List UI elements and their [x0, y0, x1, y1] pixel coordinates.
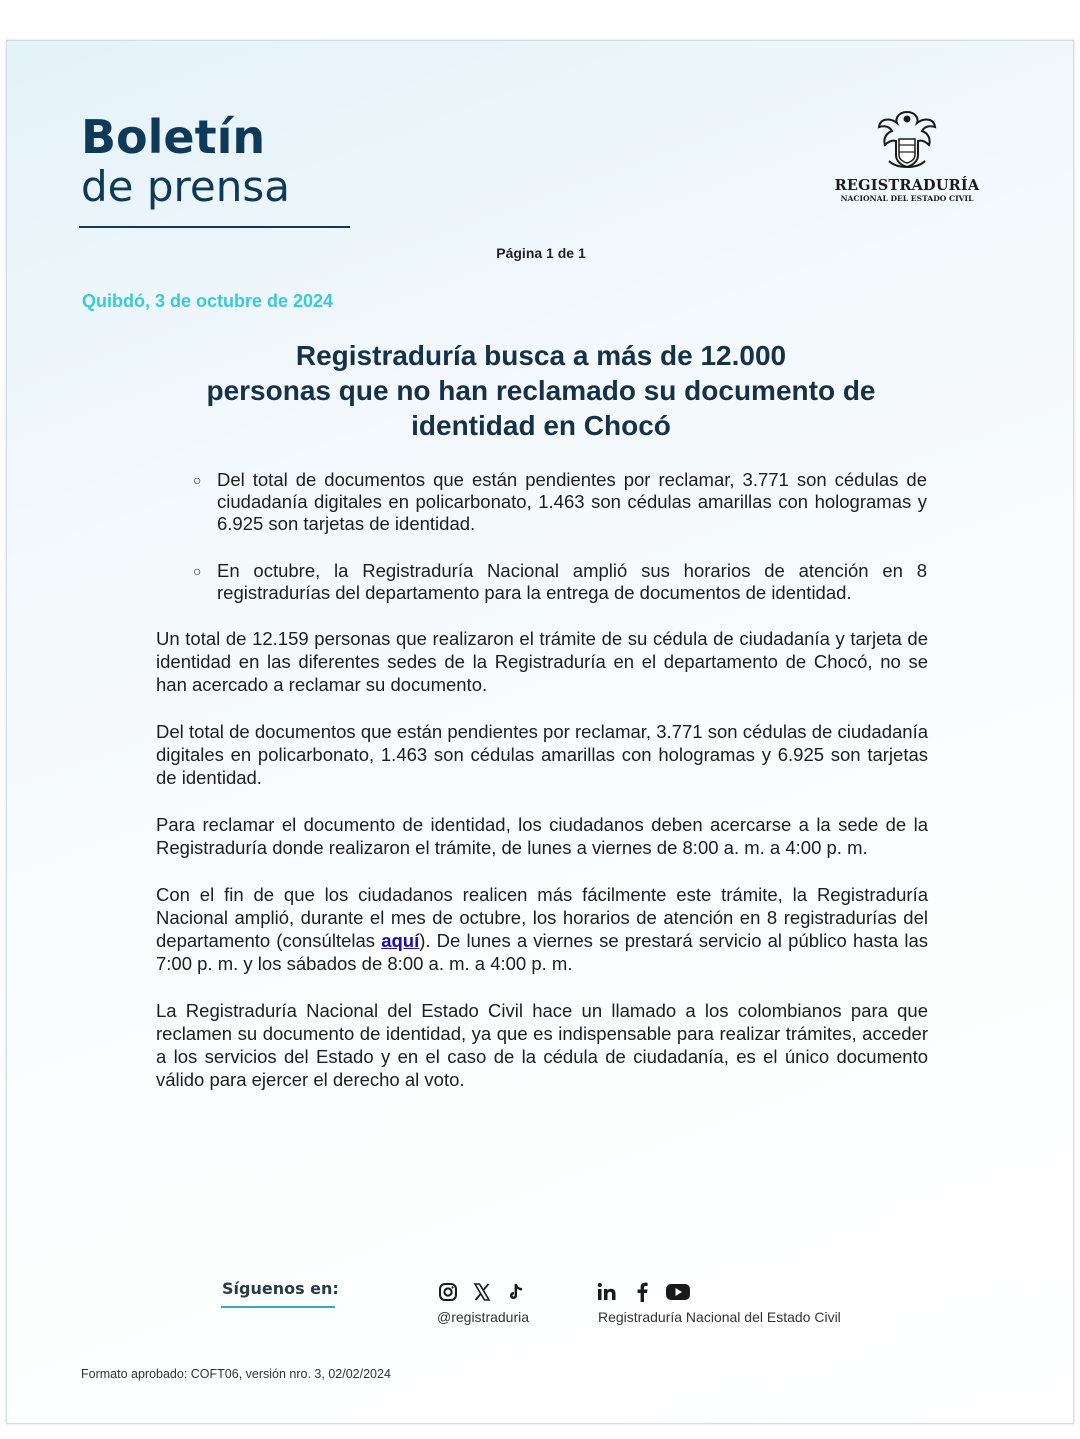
follow-label: Síguenos en:	[222, 1279, 339, 1298]
body-paragraph-5: La Registraduría Nacional del Estado Civil hace un llamado a los colombianos para que reclamen su documento de identidad, ya que es indispensable para realizar trámites, acceder a los servicios del Estado y en el caso de la cédula de ciudadanía, es el único documento válido para ejercer el derecho al voto.	[156, 1000, 928, 1090]
registraduria-logo	[827, 109, 987, 205]
body-paragraph-2: Del total de documentos que están pendientes por reclamar, 3.771 son cédulas de ciudadanía digitales en policarbonato, 1.463 son cédulas amarillas con hologramas y 6.925 son tarjetas de identidad.	[156, 721, 928, 788]
headline	[141, 338, 941, 443]
logo-name: REGISTRADURÍA	[834, 177, 980, 194]
press-release-page	[6, 40, 1074, 1424]
social-handle: @registraduria	[437, 1309, 530, 1325]
headline-line3: identidad en Chocó	[411, 410, 671, 441]
follow-underline	[221, 1306, 335, 1308]
bulletin-title-line1: Boletín	[81, 110, 266, 164]
headline-line2: personas que no han reclamado su documento de	[206, 375, 876, 406]
format-footer: Formato aprobado: COFT06, versión nro. 3, 02/02/2024	[81, 1367, 391, 1381]
logo-subtitle: NACIONAL DEL ESTADO CIVIL	[840, 194, 974, 203]
body-paragraph-4	[156, 883, 928, 975]
instagram-icon[interactable]	[437, 1282, 459, 1306]
tiktok-icon[interactable]	[505, 1282, 527, 1306]
summary-bullet	[193, 469, 927, 535]
bulletin-title	[81, 111, 290, 211]
body-paragraph-4-end: ). De lunes a viernes se prestará servicio al público hasta las 7:00 p. m. y los sábados de 8:00 a. m. a 4:00 p. m.	[156, 930, 929, 974]
body-paragraph-4-start: Con el fin de que los ciudadanos realicen más fácilmente este trámite, la Registraduría Nacional amplió, durante el mes de octubre, los horarios de atención en 8 registradurías del departamento (consúltelas	[156, 884, 928, 951]
bulletin-title-line2: de prensa	[81, 162, 290, 211]
social-icons-group-1	[437, 1282, 527, 1306]
youtube-icon[interactable]	[665, 1282, 687, 1306]
x-icon[interactable]	[471, 1282, 493, 1306]
summary-bullet-text: En octubre, la Registraduría Nacional amplió sus horarios de atención en 8 registradurías del departamento para la entrega de documentos de identidad.	[217, 560, 927, 603]
facebook-icon[interactable]	[631, 1282, 653, 1306]
page-number: Página 1 de 1	[496, 245, 586, 261]
social-icons-group-2	[597, 1282, 687, 1306]
dateline: Quibdó, 3 de octubre de 2024	[82, 291, 334, 311]
body-paragraph-1: Un total de 12.159 personas que realizaron el trámite de su cédula de ciudadanía y tarjeta de identidad en las diferentes sedes de la Registraduría en el departamento de Chocó, no se han acercado a reclamar su documento.	[156, 628, 928, 695]
schedule-link[interactable]: aquí	[381, 930, 420, 951]
summary-bullet	[193, 560, 927, 604]
organization-name: Registraduría Nacional del Estado Civil	[598, 1309, 841, 1325]
title-underline	[79, 226, 350, 228]
circle-bullet-icon: ○	[193, 472, 202, 488]
coat-of-arms-icon	[875, 109, 939, 171]
article-body	[156, 627, 928, 1115]
linkedin-icon[interactable]	[597, 1282, 619, 1306]
summary-bullets	[193, 469, 927, 629]
headline-line1: Registraduría busca a más de 12.000	[295, 340, 787, 371]
summary-bullet-text: Del total de documentos que están pendientes por reclamar, 3.771 son cédulas de ciudadanía digitales en policarbonato, 1.463 son cédulas amarillas con hologramas y 6.925 son tarjetas de identidad.	[217, 469, 927, 534]
circle-bullet-icon: ○	[193, 563, 202, 579]
body-paragraph-3: Para reclamar el documento de identidad, los ciudadanos deben acercarse a la sede de la Registraduría donde realizaron el trámite, de lunes a viernes de 8:00 a. m. a 4:00 p. m.	[156, 814, 928, 858]
